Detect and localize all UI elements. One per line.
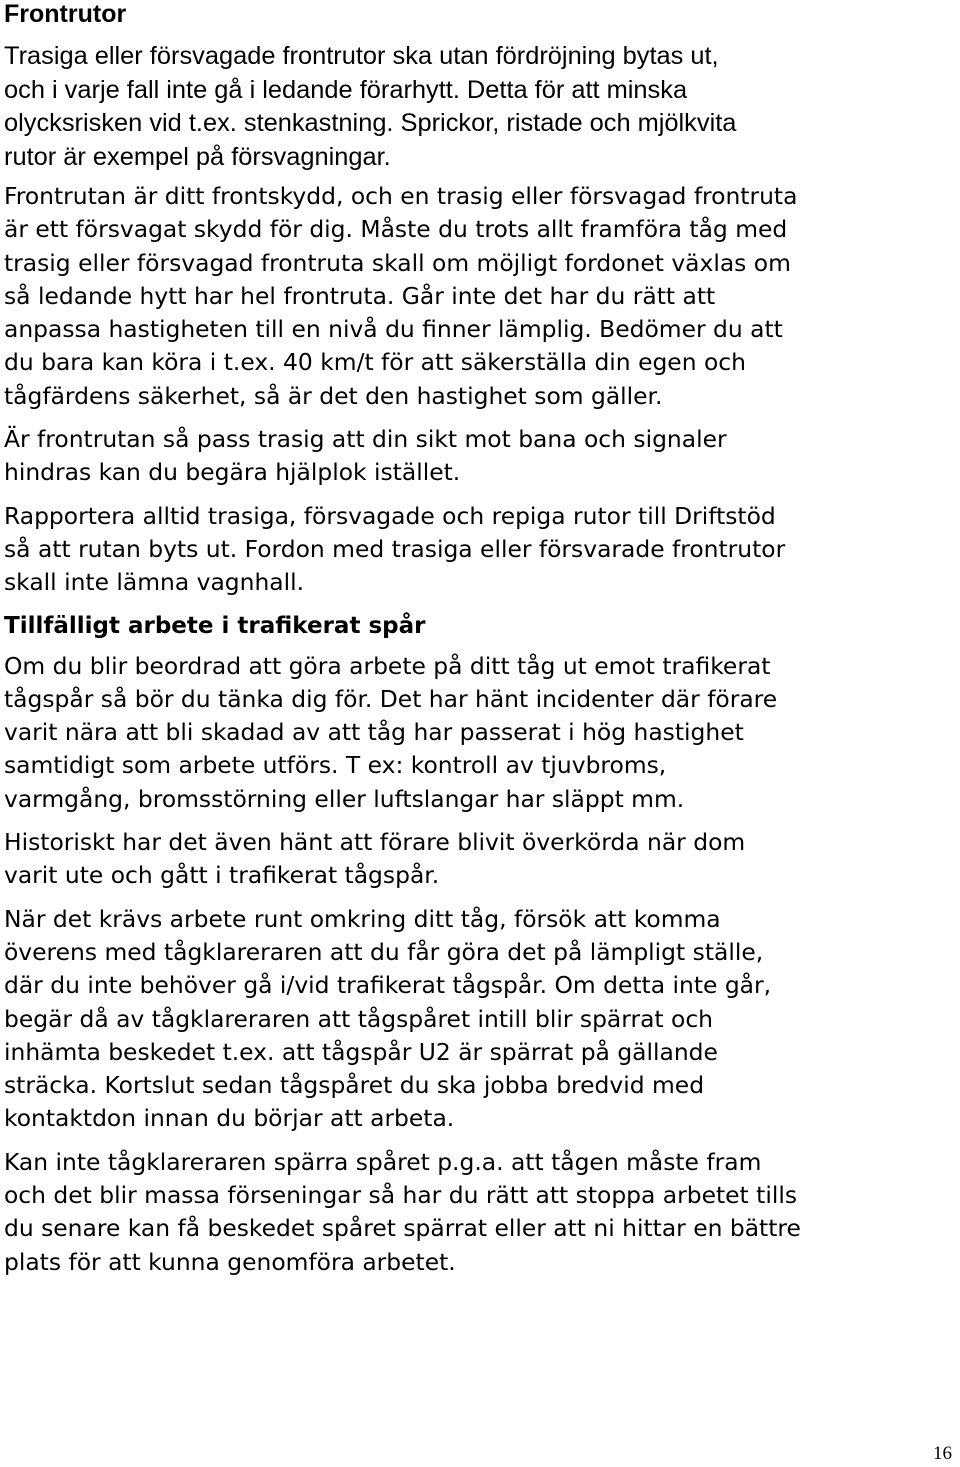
text-line: så ledande hytt har hel frontruta. Går inte det har du rätt att <box>4 281 716 310</box>
text-line: Är frontrutan så pass trasig att din sikt mot bana och signaler <box>4 425 727 454</box>
section-frontrutor <box>4 0 956 600</box>
text-line: rutor är exempel på försvagningar. <box>4 142 391 171</box>
text-line: du bara kan köra i t.ex. 40 km/t för att säkerställa din egen och <box>4 348 746 377</box>
paragraph <box>4 903 956 1136</box>
paragraph <box>4 826 956 893</box>
text-line: skall inte lämna vagnhall. <box>4 568 305 597</box>
paragraph <box>4 650 956 816</box>
text-line: tågfärdens säkerhet, så är det den hastighet som gäller. <box>4 381 663 410</box>
text-line: anpassa hastigheten till en nivå du finner lämplig. Bedömer du att <box>4 315 783 344</box>
text-line: så att rutan byts ut. Fordon med trasiga eller försvarade frontrutor <box>4 534 786 563</box>
paragraph <box>4 1146 956 1279</box>
document-page <box>4 0 956 1289</box>
paragraph <box>4 423 956 490</box>
text-line: Frontrutan är ditt frontskydd, och en trasig eller försvagad frontruta <box>4 182 798 210</box>
text-line: tågspår så bör du tänka dig för. Det har hänt incidenter där förare <box>4 684 778 713</box>
page-number: 16 <box>933 1443 952 1464</box>
text-line: är ett försvagat skydd för dig. Måste du trots allt framföra tåg med <box>4 215 788 244</box>
text-line: trasig eller försvagad frontruta skall om möjligt fordonet växlas om <box>4 248 791 277</box>
text-line: där du inte behöver gå i/vid trafikerat tågspår. Om detta inte går, <box>4 971 772 1000</box>
text-line: varmgång, bromsstörning eller luftslangar har släppt mm. <box>4 784 685 813</box>
text-line: Historiskt har det även hänt att förare blivit överkörda när dom <box>4 828 746 857</box>
text-line: Rapportera alltid trasiga, försvagade och repiga rutor till Driftstöd <box>4 501 776 530</box>
paragraph <box>4 500 956 600</box>
text-line: kontaktdon innan du börjar att arbeta. <box>4 1104 455 1133</box>
paragraph <box>4 40 956 174</box>
text-line: varit ute och gått i trafikerat tågspår. <box>4 861 440 890</box>
text-line: olycksrisken vid t.ex. stenkastning. Sprickor, ristade och mjölkvita <box>4 109 737 137</box>
paragraph <box>4 180 956 413</box>
text-line: hindras kan du begära hjälplok istället. <box>4 458 461 487</box>
text-line: sträcka. Kortslut sedan tågspåret du ska jobba bredvid med <box>4 1071 705 1100</box>
text-line: Om du blir beordrad att göra arbete på ditt tåg ut emot trafikerat <box>4 651 771 680</box>
text-line: överens med tågklareraren att du får göra det på lämpligt ställe, <box>4 937 764 966</box>
text-line: När det krävs arbete runt omkring ditt tåg, försök att komma <box>4 904 721 933</box>
text-line: inhämta beskedet t.ex. att tågspår U2 är spärrat på gällande <box>4 1037 718 1066</box>
text-line: och i varje fall inte gå i ledande förarhytt. Detta för att minska <box>4 75 688 104</box>
text-line: plats för att kunna genomföra arbetet. <box>4 1247 456 1276</box>
section-heading: Tillfälligt arbete i trafikerat spår <box>4 612 426 639</box>
section-heading: Frontrutor <box>4 0 127 28</box>
text-line: samtidigt som arbete utförs. T ex: kontroll av tjuvbroms, <box>4 751 667 780</box>
text-line: Kan inte tågklareraren spärra spåret p.g.a. att tågen måste fram <box>4 1147 762 1176</box>
section-tillfalligt-arbete <box>4 610 956 1279</box>
text-line: begär då av tågklareraren att tågspåret intill blir spärrat och <box>4 1004 714 1033</box>
text-line: du senare kan få beskedet spåret spärrat eller att ni hittar en bättre <box>4 1214 801 1243</box>
text-line: varit nära att bli skadad av att tåg har passerat i hög hastighet <box>4 718 744 747</box>
text-line: Trasiga eller försvagade frontrutor ska utan fördröjning bytas ut, <box>4 42 719 70</box>
text-line: och det blir massa förseningar så har du rätt att stoppa arbetet tills <box>4 1181 798 1210</box>
